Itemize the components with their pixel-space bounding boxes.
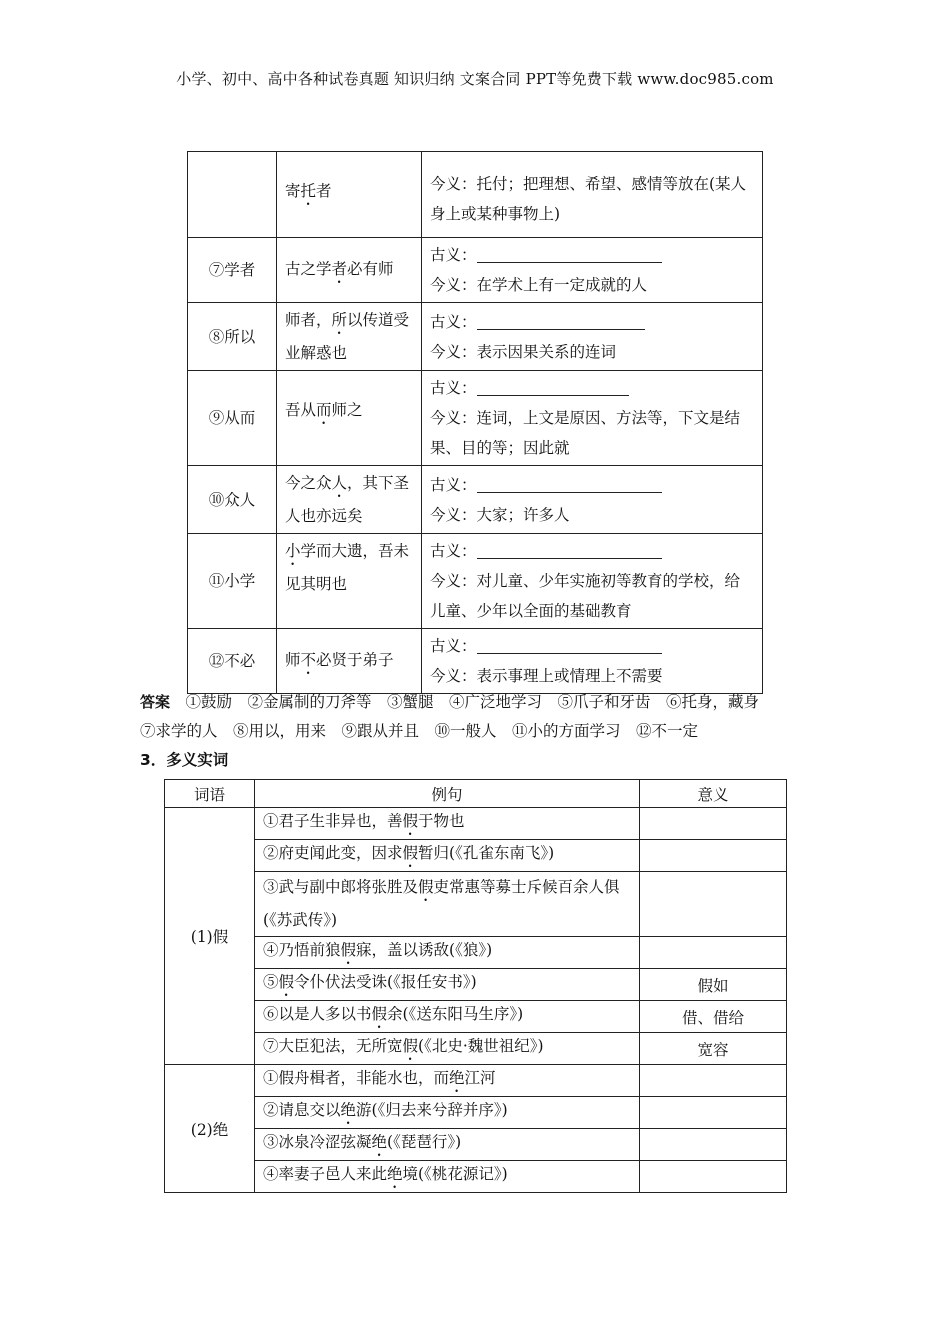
- example-cell: ②请息交以绝游(《归去来兮辞并序》): [255, 1097, 640, 1129]
- table-row: [165, 1097, 787, 1129]
- table-row: [165, 1129, 787, 1161]
- sentence-cell: 师不必贤于弟子: [277, 629, 422, 694]
- example-cell: ⑤假令仆伏法受诛(《报任安书》): [255, 969, 640, 1001]
- word-cell: (2)绝: [165, 1065, 255, 1193]
- sentence-cell: 寄托者: [277, 152, 422, 238]
- term-cell: ⑩众人: [188, 466, 277, 534]
- table-row: [188, 303, 763, 371]
- meaning-cell: 宽容: [640, 1033, 787, 1065]
- section-title: 3．多义实词: [140, 751, 229, 769]
- term-cell: [188, 152, 277, 238]
- meaning-cell: [422, 303, 763, 371]
- ancient-meaning-label: 古义：: [430, 637, 477, 655]
- meaning-cell: [422, 371, 763, 466]
- example-cell: ①假舟楫者，非能水也，而绝江河: [255, 1065, 640, 1097]
- modern-meaning: 今义：在学术上有一定成就的人: [430, 276, 648, 294]
- ancient-meaning-label: 古义：: [430, 246, 477, 264]
- sentence-cell: 师者，所以传道受业解惑也: [277, 303, 422, 371]
- ancient-meaning-label: 古义：: [430, 475, 477, 494]
- meaning-cell: [422, 238, 763, 303]
- sentence-cell: 小学而大遗，吾未见其明也: [277, 534, 422, 629]
- modern-meaning: 今义：连词，上文是原因、方法等，下文是结果、目的等；因此就: [430, 409, 741, 457]
- example-cell: ⑦大臣犯法，无所宽假(《北史·魏世祖纪》): [255, 1033, 640, 1065]
- meaning-cell[interactable]: [640, 1161, 787, 1193]
- meaning-cell[interactable]: [640, 937, 787, 969]
- answer-blank[interactable]: [477, 635, 662, 654]
- meaning-cell: [422, 629, 763, 694]
- term-cell: ⑨从而: [188, 371, 277, 466]
- header-meaning: 意义: [640, 780, 787, 808]
- answer-line: ①鼓励 ②金属制的刀斧等 ③蟹腿 ④广泛地学习 ⑤爪子和牙齿 ⑥托身，藏身: [185, 693, 760, 711]
- meaning-cell: [422, 466, 763, 534]
- answer-blank[interactable]: [477, 540, 662, 559]
- ancient-meaning-label: 古义：: [430, 542, 477, 560]
- example-cell: ④乃悟前狼假寐，盖以诱敌(《狼》): [255, 937, 640, 969]
- term-cell: ⑧所以: [188, 303, 277, 371]
- ancient-meaning-label: 古义：: [430, 312, 477, 331]
- table-row: [188, 152, 763, 238]
- modern-meaning: 今义：表示事理上或情理上不需要: [430, 667, 663, 685]
- ancient-meaning-label: 古义：: [430, 379, 477, 397]
- modern-meaning: 今义：对儿童、少年实施初等教育的学校，给儿童、少年以全面的基础教育: [430, 572, 741, 620]
- table-row: [188, 466, 763, 534]
- ancient-modern-meaning-table: [187, 151, 763, 694]
- sentence-cell: 古之学者必有师: [277, 238, 422, 303]
- meaning-cell: 借、借给: [640, 1001, 787, 1033]
- modern-meaning: 今义：大家；许多人: [430, 505, 570, 524]
- answer-blank[interactable]: [477, 311, 645, 330]
- meaning-cell: 今义：托付；把理想、希望、感情等放在(某人身上或某种事物上): [422, 152, 763, 238]
- table-row: [165, 1161, 787, 1193]
- answer-line: ⑦求学的人 ⑧用以，用来 ⑨跟从并且 ⑩一般人 ⑪小的方面学习 ⑫不一定: [140, 722, 699, 740]
- meaning-cell[interactable]: [640, 840, 787, 872]
- word-cell: (1)假: [165, 808, 255, 1065]
- example-cell: ②府吏闻此变，因求假暂归(《孔雀东南飞》): [255, 840, 640, 872]
- meaning-cell: [422, 534, 763, 629]
- header-word: 词语: [165, 780, 255, 808]
- meaning-cell[interactable]: [640, 872, 787, 937]
- header-example: 例句: [255, 780, 640, 808]
- answer-blank[interactable]: [477, 244, 662, 263]
- table-row: [188, 629, 763, 694]
- answer-blank[interactable]: [477, 474, 662, 493]
- modern-meaning: 今义：表示因果关系的连词: [430, 342, 617, 361]
- meaning-cell[interactable]: [640, 1065, 787, 1097]
- example-cell: ③冰泉冷涩弦凝绝(《琵琶行》): [255, 1129, 640, 1161]
- table-header-row: [165, 780, 787, 808]
- meaning-cell[interactable]: [640, 808, 787, 840]
- example-cell: ①君子生非异也，善假于物也: [255, 808, 640, 840]
- table-row: [165, 1001, 787, 1033]
- meaning-cell: 假如: [640, 969, 787, 1001]
- sentence-cell: 今之众人，其下圣人也亦远矣: [277, 466, 422, 534]
- table-row: [188, 534, 763, 629]
- meaning-cell[interactable]: [640, 1097, 787, 1129]
- table-row: [165, 872, 787, 937]
- table-row: [188, 238, 763, 303]
- table-row: [188, 371, 763, 466]
- answer-blank[interactable]: [477, 377, 629, 396]
- meaning-cell[interactable]: [640, 1129, 787, 1161]
- term-cell: ⑦学者: [188, 238, 277, 303]
- example-cell: ⑥以是人多以书假余(《送东阳马生序》): [255, 1001, 640, 1033]
- answer-label: 答案: [140, 693, 171, 711]
- table-row: [165, 808, 787, 840]
- table-row: [165, 937, 787, 969]
- table-row: [165, 1065, 787, 1097]
- table-row: [165, 1033, 787, 1065]
- term-cell: ⑪小学: [188, 534, 277, 629]
- polysemy-table: [164, 779, 787, 1193]
- example-cell: ③武与副中郎将张胜及假吏常惠等募士斥候百余人俱(《苏武传》): [255, 872, 640, 937]
- example-cell: ④率妻子邑人来此绝境(《桃花源记》): [255, 1161, 640, 1193]
- page-header: 小学、初中、高中各种试卷真题 知识归纳 文案合同 PPT等免费下载 www.doc985.com: [176, 70, 774, 88]
- table-row: [165, 969, 787, 1001]
- term-cell: ⑫不必: [188, 629, 277, 694]
- table-row: [165, 840, 787, 872]
- answer-block: [140, 688, 820, 746]
- sentence-cell: 吾从而师之: [277, 371, 422, 466]
